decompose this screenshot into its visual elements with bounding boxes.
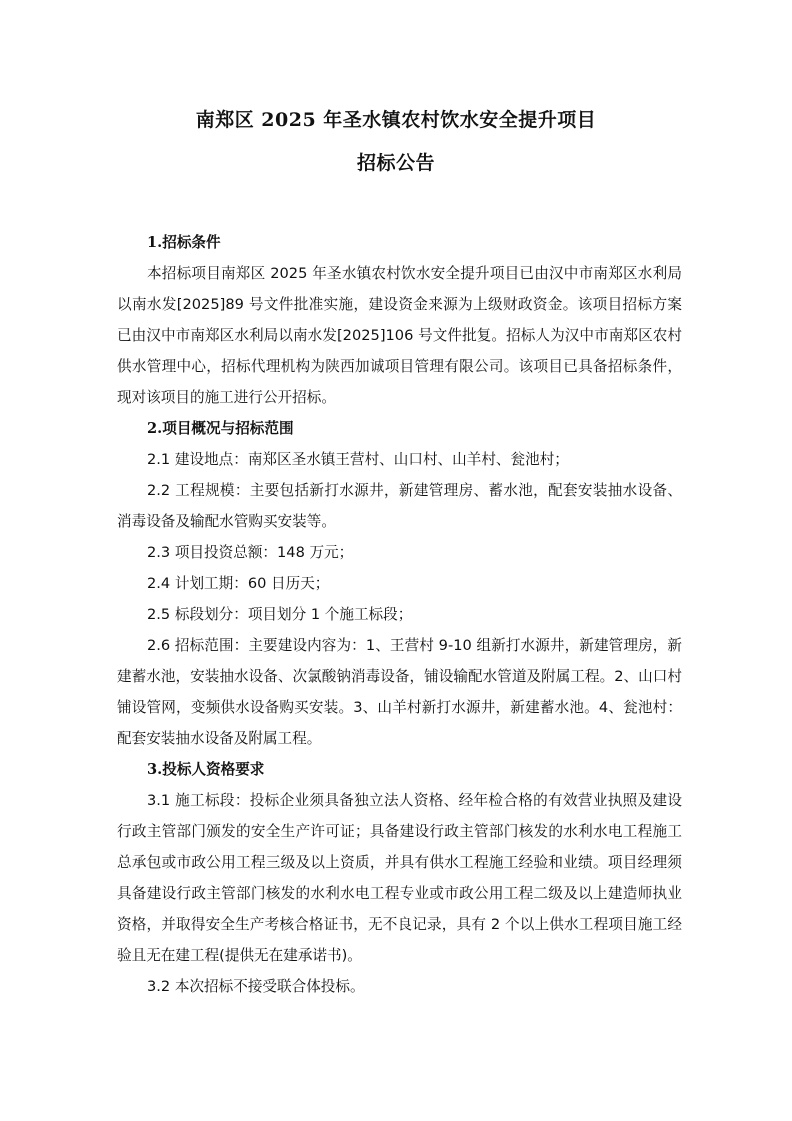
paragraph: 3.2 本次招标不接受联合体投标。 [147,978,365,995]
paragraph: 2.3 项目投资总额：148 万元； [147,544,354,561]
document-subtitle: 招标公告 [356,152,435,174]
paragraph: 2.1 建设地点：南郑区圣水镇王营村、山口村、山羊村、瓮池村； [147,451,569,468]
paragraph: 2.4 计划工期：60 日历天； [147,575,330,592]
section-heading: 2.项目概况与招标范围 [147,420,294,437]
paragraph: 2.5 标段划分：项目划分 1 个施工标段； [147,606,413,623]
section-heading: 3.投标人资格要求 [147,761,265,778]
section-heading: 1.招标条件 [147,234,221,251]
document-title: 南郑区 2025 年圣水镇农村饮水安全提升项目 [195,109,597,131]
paragraph: 2.6 招标范围：主要建设内容为：1、王营村 9-10 组新打水源井，新建管理房，新建蓄水池，安装抽水设备、次氯酸钠消毒设备，铺设输配水管道及附属工程。2、山口村铺设管网，变频供水设备购买安装。3、山羊村新打水源井，新建蓄水池。4、瓮池村：配套安装抽水设备及附属工程。 [117,637,682,747]
paragraph: 本招标项目南郑区 2025 年圣水镇农村饮水安全提升项目已由汉中市南郑区水利局以南水发[2025]89 号文件批准实施，建设资金来源为上级财政资金。该项目招标方案已由汉中市南郑区水利局以南水发[2025]106 号文件批复。招标人为汉中市南郑区农村供水管理中心，招标代理机构为陕西加诚项目管理有限公司。该项目已具备招标条件，现对该项目的施工进行公开招标。 [117,265,682,406]
paragraph: 2.2 工程规模：主要包括新打水源井，新建管理房、蓄水池，配套安装抽水设备、消毒设备及输配水管购买安装等。 [117,482,682,530]
paragraph: 3.1 施工标段：投标企业须具备独立法人资格、经年检合格的有效营业执照及建设行政主管部门颁发的安全生产许可证；具备建设行政主管部门核发的水利水电工程施工总承包或市政公用工程三级及以上资质，并具有供水工程施工经验和业绩。项目经理须具备建设行政主管部门核发的水利水电工程专业或市政公用工程二级及以上建造师执业资格，并取得安全生产考核合格证书，无不良记录，具有 2 个以上供水工程项目施工经验且无在建工程(提供无在建承诺书)。 [117,792,682,964]
document-body [117,227,682,1002]
